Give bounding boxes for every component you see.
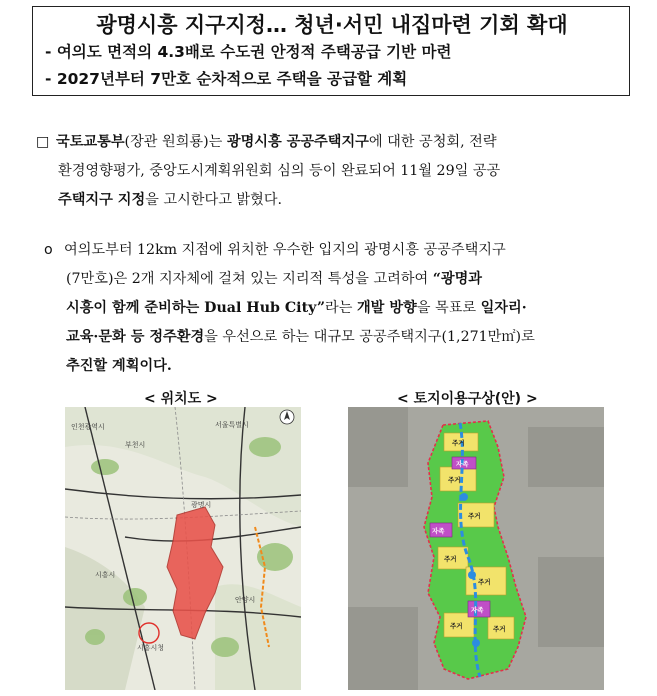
land-use-map	[348, 407, 604, 690]
svg-text:자족: 자족	[456, 460, 469, 468]
svg-text:서울특별시: 서울특별시	[215, 421, 249, 429]
text-span: 일자리·	[480, 300, 527, 316]
headline-subtitle-2: - 2027년부터 7만호 순차적으로 주택을 공급할 계획	[45, 70, 408, 88]
text-span: 는	[208, 134, 227, 150]
ministry-name: 국토교통부	[56, 134, 125, 150]
text-span: 을 우선으로 하는 대규모 공공주택지구(1,271만㎡)로	[204, 329, 535, 345]
svg-text:시흥시청: 시흥시청	[137, 644, 165, 652]
svg-text:주거: 주거	[478, 578, 491, 586]
text-span: 라는	[325, 300, 357, 316]
text-span: 추진할 계획이다.	[66, 358, 172, 374]
main-line-2: 환경영향평가, 중앙도시계획위원회 심의 등이 완료되어 11월 29일 공공	[58, 163, 501, 179]
designation-term: 주택지구 지정	[58, 192, 146, 208]
dual-hub-phrase: 시흥이 함께 준비하는 Dual Hub City”	[66, 300, 326, 316]
svg-text:인천광역시: 인천광역시	[71, 423, 105, 431]
text-span: 개발 방향	[356, 300, 417, 316]
location-map	[65, 407, 301, 690]
svg-text:주거: 주거	[448, 476, 461, 484]
svg-text:주거: 주거	[493, 625, 506, 633]
text-span: 을 목표로	[416, 300, 481, 316]
minister-note: (장관 원희룡)	[124, 134, 209, 150]
svg-text:부천시: 부천시	[125, 441, 146, 449]
sub-line-1: 여의도부터 12km 지점에 위치한 우수한 입지의 광명시흥 공공주택지구	[64, 242, 506, 258]
text-span: “광명과	[432, 271, 482, 287]
svg-text:시흥시: 시흥시	[95, 571, 116, 579]
circle-bullet: o	[44, 242, 53, 258]
sub-paragraph	[44, 236, 630, 381]
square-bullet: □	[36, 134, 50, 150]
text-span: 을 고시한다고 밝혔다.	[145, 192, 283, 208]
text-span: 에 대한 공청회, 전략	[368, 134, 497, 150]
svg-text:자족: 자족	[432, 527, 445, 535]
svg-text:주거: 주거	[444, 555, 457, 563]
svg-text:광명시: 광명시	[191, 501, 212, 509]
text-span: (7만호)은 2개 지자체에 걸쳐 있는 지리적 특성을 고려하여	[66, 271, 433, 287]
headline-subtitle-1: - 여의도 면적의 4.3배로 수도권 안정적 주택공급 기반 마련	[45, 43, 452, 61]
headline-box	[32, 6, 630, 96]
svg-text:주거: 주거	[468, 512, 481, 520]
svg-text:주거: 주거	[450, 622, 463, 630]
svg-text:자족: 자족	[471, 606, 484, 614]
main-paragraph	[36, 128, 630, 215]
headline-title: 광명시흥 지구지정… 청년·서민 내집마련 기회 확대	[96, 13, 568, 37]
district-name: 광명시흥 공공주택지구	[226, 134, 369, 150]
land-use-caption: < 토지이용구상(안) >	[397, 391, 538, 407]
location-map-caption: < 위치도 >	[144, 391, 218, 407]
text-span: 교육·문화 등 정주환경	[66, 329, 205, 345]
svg-text:주거: 주거	[452, 439, 465, 447]
svg-text:안양시: 안양시	[235, 596, 256, 604]
